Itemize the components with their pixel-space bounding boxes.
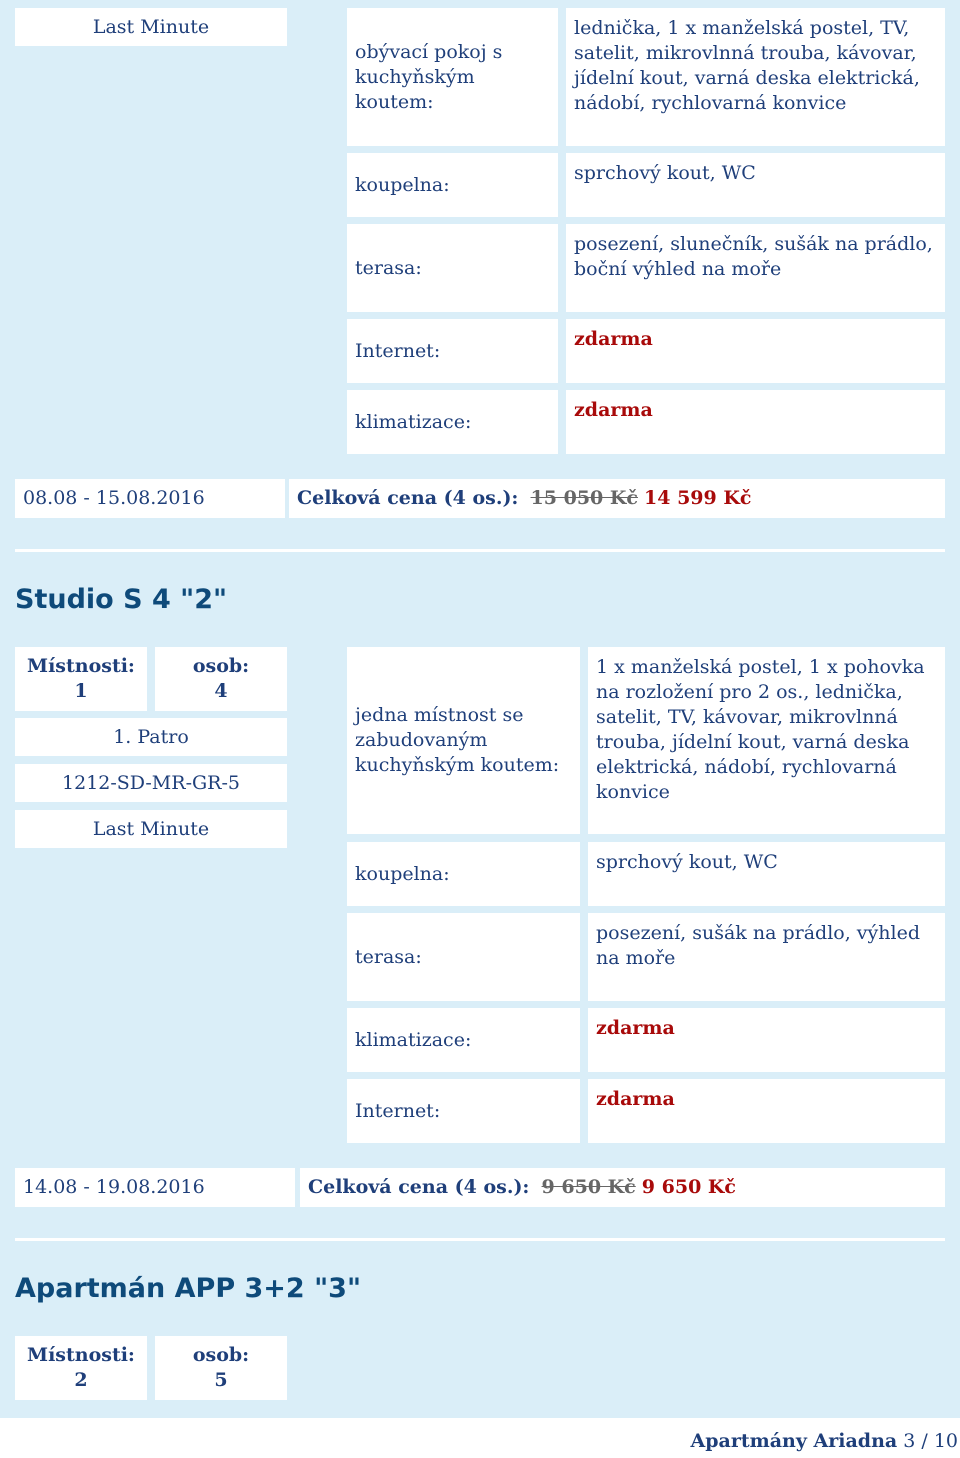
last-minute-text-2: Last Minute [92, 817, 210, 840]
price-label-2: Celková cena (4 os.): [308, 1176, 530, 1198]
label-living-room: obývací pokoj s kuchyňským koutem: [347, 8, 558, 146]
value-internet-2: zdarma [588, 1079, 945, 1143]
code-box [15, 764, 287, 802]
label-studio-room: jedna místnost se zabudovaným kuchyňským koutem: [347, 647, 580, 834]
rooms-box [15, 647, 147, 711]
old-price: 15 050 Kč [530, 487, 638, 509]
label-terrace-2: terasa: [347, 913, 580, 1001]
new-price-2: 9 650 Kč [641, 1176, 736, 1198]
rooms-box-3 [15, 1336, 147, 1400]
price-total [289, 479, 945, 518]
persons-label-3: osob: [192, 1344, 250, 1366]
floor-text: 1. Patro [113, 725, 189, 748]
persons-label: osob: [192, 655, 250, 677]
old-price-2: 9 650 Kč [541, 1176, 636, 1198]
apartment-title-3: Apartmán APP 3+2 "3" [15, 1273, 362, 1304]
value-living-room: lednička, 1 x manželská postel, TV, satelit, mikrovlnná trouba, kávovar, jídelní kout, varná deska elektrická, nádobí, rychlovarná konvice [566, 8, 945, 146]
value-terrace: posezení, slunečník, sušák na prádlo, boční výhled na moře [566, 224, 945, 312]
last-minute-badge-2 [15, 810, 287, 848]
persons-value: 4 [214, 680, 228, 702]
value-bathroom: sprchový kout, WC [566, 153, 945, 217]
label-internet: Internet: [347, 319, 558, 383]
persons-value-3: 5 [214, 1369, 228, 1391]
floor-box [15, 718, 287, 756]
price-label: Celková cena (4 os.): [297, 487, 519, 509]
rooms-label: Místnosti: [27, 655, 135, 677]
price-dates: 08.08 - 15.08.2016 [15, 479, 285, 518]
last-minute-badge [15, 8, 287, 46]
page-footer [691, 1430, 959, 1452]
rooms-value-3: 2 [74, 1369, 88, 1391]
price-dates-2: 14.08 - 19.08.2016 [15, 1168, 295, 1207]
label-air-conditioning-2: klimatizace: [347, 1008, 580, 1072]
section-divider-2 [15, 1238, 945, 1241]
value-air-conditioning-2: zdarma [588, 1008, 945, 1072]
footer-brand: Apartmány Ariadna [690, 1430, 898, 1452]
persons-box-3 [155, 1336, 287, 1400]
rooms-value: 1 [74, 680, 88, 702]
label-bathroom-2: koupelna: [347, 842, 580, 906]
value-air-conditioning: zdarma [566, 390, 945, 454]
apartment-title: Studio S 4 "2" [15, 584, 228, 615]
value-internet: zdarma [566, 319, 945, 383]
label-bathroom: koupelna: [347, 153, 558, 217]
section-divider [15, 549, 945, 552]
value-bathroom-2: sprchový kout, WC [588, 842, 945, 906]
persons-box [155, 647, 287, 711]
rooms-label-3: Místnosti: [27, 1344, 135, 1366]
label-air-conditioning: klimatizace: [347, 390, 558, 454]
label-terrace: terasa: [347, 224, 558, 312]
apartment-code: 1212-SD-MR-GR-5 [62, 771, 240, 794]
last-minute-text: Last Minute [92, 15, 210, 38]
new-price: 14 599 Kč [644, 487, 752, 509]
label-internet-2: Internet: [347, 1079, 580, 1143]
price-total-2 [300, 1168, 945, 1207]
value-terrace-2: posezení, sušák na prádlo, výhled na moře [588, 913, 945, 1001]
value-studio-room: 1 x manželská postel, 1 x pohovka na rozložení pro 2 os., lednička, satelit, TV, kávovar, mikrovlnná trouba, jídelní kout, varná deska elektrická, nádobí, rychlovarná konvice [588, 647, 945, 834]
page-number: 3 / 10 [903, 1430, 958, 1452]
